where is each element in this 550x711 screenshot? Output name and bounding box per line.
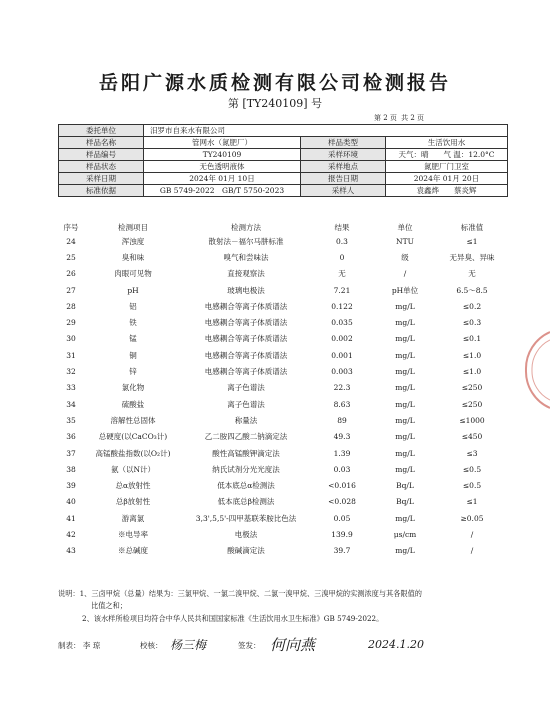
cell-result: <0.028: [328, 497, 356, 507]
signature-row: [58, 636, 508, 654]
cell-method: 乙二胺四乙酸二钠滴定法: [204, 432, 288, 442]
sample-name-value: 管网水（氮肥厂）: [144, 137, 301, 149]
cell-item: ※总碱度: [118, 546, 148, 556]
cell-method: 离子色谱法: [227, 383, 265, 393]
table-row: [58, 429, 508, 445]
cell-result: 0.05: [333, 513, 351, 523]
cell-no: 26: [66, 269, 76, 279]
cell-unit: mg/L: [395, 546, 415, 556]
checked-label: 校核：: [140, 641, 163, 650]
cell-std: ≤1.0: [462, 367, 482, 377]
cell-method: 称量法: [234, 415, 258, 425]
cell-method: 电感耦合等离子体质谱法: [204, 318, 288, 328]
cell-result: 0.002: [331, 334, 353, 344]
cell-method: 3,3',5,5'-四甲基联苯胺比色法: [195, 513, 297, 523]
cell-unit: Bq/L: [396, 497, 414, 507]
cell-std: ≤450: [461, 432, 483, 442]
cell-no: 29: [66, 318, 76, 328]
table-row: [58, 331, 508, 347]
cell-no: 43: [66, 546, 76, 556]
cell-item: 硫酸盐: [121, 399, 145, 409]
table-row: [58, 249, 508, 265]
cell-item: pH: [127, 285, 139, 295]
sample-type-value: 生活饮用水: [386, 137, 508, 149]
cell-unit: mg/L: [395, 334, 415, 344]
cell-unit: NTU: [396, 236, 414, 246]
state-label: 样品状态: [59, 161, 144, 173]
cell-method: 离子色谱法: [227, 399, 265, 409]
cell-result: 39.7: [333, 546, 351, 556]
cell-std: ≤0.5: [462, 481, 482, 491]
table-row: [58, 266, 508, 282]
sample-name-label: 样品名称: [59, 137, 144, 149]
cell-result: 7.21: [333, 285, 351, 295]
cell-no: 41: [66, 513, 76, 523]
client-value: 汨罗市自来水有限公司: [144, 125, 508, 137]
table-row: [58, 363, 508, 379]
report-date-value: 2024年 01月 20日: [386, 173, 508, 185]
page-current: 第 2 页: [374, 114, 397, 122]
cell-unit: mg/L: [395, 432, 415, 442]
report-number: 第 [TY240109] 号: [227, 97, 323, 110]
table-row: [58, 314, 508, 330]
table-row: [58, 461, 508, 477]
cell-no: 37: [66, 448, 76, 458]
cell-method: 酸性高锰酸钾滴定法: [212, 448, 280, 458]
cell-std: ≤1.0: [462, 350, 482, 360]
sample-no-label: 样品编号: [59, 149, 144, 161]
cell-std: ≤0.3: [462, 318, 482, 328]
col-header: 单位: [397, 222, 413, 232]
notes: [58, 588, 513, 612]
cell-item: 高锰酸盐指数(以O₂计): [95, 448, 171, 458]
table-row: [58, 494, 508, 510]
col-header: 检测项目: [118, 222, 148, 232]
cell-unit: mg/L: [395, 448, 415, 458]
cell-item: 锰: [129, 334, 137, 344]
checked-signature: 杨三梅: [170, 638, 207, 652]
cell-no: 39: [66, 481, 76, 491]
cell-no: 25: [66, 252, 76, 262]
env-value: 天气：晴 气 温：12.0°C: [386, 149, 508, 161]
cell-item: 肉眼可见物: [114, 269, 152, 279]
prepared-by: 李 琼: [82, 641, 101, 650]
location-value: 氮肥厂门卫室: [386, 161, 508, 173]
cell-no: 31: [66, 350, 76, 360]
table-row: [58, 412, 508, 428]
col-header: 检测方法: [231, 222, 261, 232]
cell-std: ≤1: [466, 497, 478, 507]
cell-no: 38: [66, 464, 76, 474]
cell-std: ≤250: [461, 399, 483, 409]
cell-std: ≤0.1: [462, 334, 482, 344]
cell-result: 1.39: [333, 448, 351, 458]
cell-method: 电感耦合等离子体质谱法: [204, 301, 288, 311]
cell-std: ≤3: [466, 448, 478, 458]
cell-unit: mg/L: [395, 301, 415, 311]
cell-method: 玻璃电极法: [227, 285, 265, 295]
cell-item: 铝: [129, 301, 137, 311]
cell-unit: pH单位: [391, 285, 419, 295]
table-row: [58, 477, 508, 493]
col-header: 结果: [334, 222, 350, 232]
cell-result: 0.003: [331, 367, 353, 377]
cell-item: 氨（以N计）: [110, 464, 156, 474]
cell-unit: mg/L: [395, 513, 415, 523]
cell-std: ≤1000: [459, 415, 485, 425]
results-table: [58, 221, 508, 559]
seal-stamp: [516, 330, 550, 410]
cell-std: 6.5～8.5: [456, 285, 488, 295]
table-row: [58, 347, 508, 363]
cell-item: 氯化物: [121, 383, 145, 393]
cell-unit: mg/L: [395, 383, 415, 393]
cell-item: 游离氯: [121, 513, 145, 523]
col-header: 序号: [63, 222, 79, 232]
cell-result: 0: [339, 252, 345, 262]
table-row: [58, 233, 508, 249]
cell-no: 30: [66, 334, 76, 344]
std-label: 标准依据: [59, 185, 144, 197]
date-label: 采样日期: [59, 173, 144, 185]
cell-unit: mg/L: [395, 367, 415, 377]
results-header-row: [58, 221, 508, 233]
sample-type-label: 样品类型: [301, 137, 386, 149]
cell-method: 嗅气和尝味法: [223, 252, 269, 262]
issued-signature: 何向燕: [270, 636, 316, 654]
cell-result: 49.3: [333, 432, 351, 442]
sample-info-table: [58, 124, 508, 197]
cell-result: 22.3: [333, 383, 351, 393]
cell-method: 电感耦合等离子体质谱法: [204, 367, 288, 377]
note-2-block: [58, 613, 512, 625]
cell-method: 散射法－福尔马肼标准: [208, 236, 284, 246]
cell-std: ≤0.5: [462, 464, 482, 474]
sampler-value: 袁鑫烨 蔡炎辉: [386, 185, 508, 197]
cell-result: 0.03: [333, 464, 351, 474]
cell-result: 0.3: [336, 236, 348, 246]
cell-unit: mg/L: [395, 464, 415, 474]
cell-no: 35: [66, 415, 76, 425]
cell-unit: μs/cm: [393, 529, 417, 539]
cell-no: 34: [66, 399, 76, 409]
cell-result: 139.9: [331, 529, 353, 539]
cell-std: ≤1: [466, 236, 478, 246]
sign-date: 2024.1.20: [368, 638, 424, 651]
table-row: [58, 396, 508, 412]
cell-result: 0.122: [331, 301, 353, 311]
cell-method: 低本底总α检测法: [217, 481, 275, 491]
cell-std: 无: [468, 269, 476, 279]
cell-result: 0.035: [331, 318, 353, 328]
cell-method: 酸碱滴定法: [227, 546, 265, 556]
cell-item: 总β放射性: [115, 497, 151, 507]
std-value: GB 5749-2022 GB/T 5750-2023: [144, 185, 301, 197]
cell-result: 8.63: [333, 399, 351, 409]
date-value: 2024年 01月 10日: [144, 173, 301, 185]
cell-item: 铜: [129, 350, 137, 360]
page-indicator: [374, 113, 426, 123]
report-date-label: 报告日期: [301, 173, 386, 185]
note-1-cont: 比值之和；: [91, 601, 127, 610]
page-total: 共 2 页: [401, 114, 425, 122]
cell-unit: mg/L: [395, 415, 415, 425]
report-title: 岳阳广源水质检测有限公司检测报告: [98, 72, 451, 94]
cell-std: /: [470, 529, 474, 539]
cell-no: 40: [66, 497, 76, 507]
cell-item: 总硬度(以CaCO₃计): [98, 432, 168, 442]
cell-std: ≤0.2: [462, 301, 482, 311]
cell-std: ≥0.05: [460, 513, 484, 523]
cell-result: 89: [337, 415, 347, 425]
cell-method: 电感耦合等离子体质谱法: [204, 334, 288, 344]
cell-result: <0.016: [328, 481, 356, 491]
state-value: 无色透明液体: [144, 161, 301, 173]
col-header: 标准值: [460, 222, 484, 232]
cell-no: 27: [66, 285, 76, 295]
cell-item: 溶解性总固体: [110, 415, 156, 425]
prepared-label: 制表：: [58, 641, 81, 650]
cell-no: 33: [66, 383, 76, 393]
sampler-label: 采样人: [301, 185, 386, 197]
cell-no: 24: [66, 236, 76, 246]
table-row: [58, 380, 508, 396]
cell-result: 无: [338, 269, 346, 279]
cell-item: 浑浊度: [121, 236, 145, 246]
cell-method: 电感耦合等离子体质谱法: [204, 350, 288, 360]
table-row: [58, 282, 508, 298]
cell-unit: 级: [401, 252, 409, 262]
cell-no: 36: [66, 432, 76, 442]
client-label: 委托单位: [59, 125, 144, 137]
cell-no: 28: [66, 301, 76, 311]
table-row: [58, 445, 508, 461]
cell-method: 低本底总β检测法: [217, 497, 275, 507]
location-label: 采样地点: [301, 161, 386, 173]
note-2: 2、该水样所检项目均符合中华人民共和国国家标准《生活饮用水卫生标准》GB 5749-2022。: [82, 614, 384, 623]
cell-unit: mg/L: [395, 318, 415, 328]
table-row: [58, 298, 508, 314]
cell-no: 42: [66, 529, 76, 539]
cell-item: ※电导率: [118, 529, 148, 539]
cell-std: ≤250: [461, 383, 483, 393]
cell-item: 臭和味: [121, 252, 145, 262]
table-row: [58, 526, 508, 542]
cell-result: 0.001: [331, 350, 353, 360]
issued-label: 签发：: [238, 641, 261, 650]
cell-unit: Bq/L: [396, 481, 414, 491]
cell-unit: /: [403, 269, 407, 279]
cell-item: 锌: [129, 367, 137, 377]
cell-item: 铁: [129, 318, 137, 328]
cell-item: 总α放射性: [115, 481, 151, 491]
cell-no: 32: [66, 367, 76, 377]
table-row: [58, 510, 508, 526]
cell-method: 电极法: [234, 529, 258, 539]
table-row: [58, 543, 508, 559]
env-label: 采样环境: [301, 149, 386, 161]
sample-no-value: TY240109: [144, 149, 301, 161]
cell-std: 无异臭、异味: [449, 252, 495, 262]
cell-method: 纳氏试剂分光光度法: [212, 464, 280, 474]
cell-unit: mg/L: [395, 350, 415, 360]
note-1: 说明：1、三卤甲烷（总量）结果为：三氯甲烷、一氯二溴甲烷、二氯一溴甲烷、三溴甲烷的实测浓度与其各限值的: [58, 589, 422, 598]
cell-unit: mg/L: [395, 399, 415, 409]
cell-std: /: [470, 546, 474, 556]
cell-method: 直接观察法: [227, 269, 265, 279]
